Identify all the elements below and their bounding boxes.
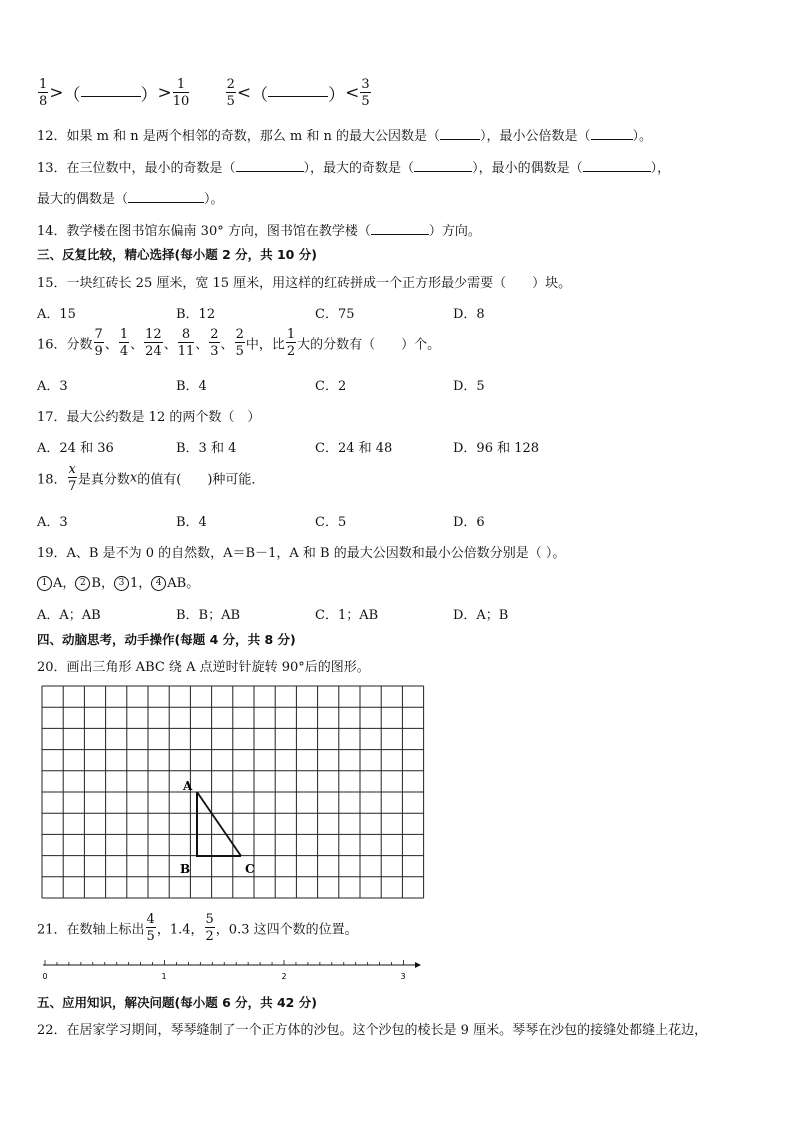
fraction: $\frac{3}{5}$ [361, 77, 370, 109]
option-d[interactable]: D．96 和 128 [453, 441, 540, 456]
option-b[interactable]: B．4 [176, 379, 207, 394]
option-c[interactable]: C．24 和 48 [315, 441, 393, 456]
option-d[interactable]: D．A；B [453, 608, 509, 623]
question-18: 18． $\frac{x}{7}$ 是真分数x的值有( )种可能． [37, 462, 265, 494]
option-d[interactable]: D．8 [453, 307, 485, 322]
option-a[interactable]: A．A；AB [37, 608, 101, 623]
question-17: 17．最大公约数是 12 的两个数（ ） [37, 410, 261, 425]
label-c: C [245, 862, 255, 876]
fraction: $\frac{5}{2}$ [205, 912, 214, 944]
option-a[interactable]: A．15 [37, 307, 76, 322]
question-20: 20．画出三角形 ABC 绕 A 点逆时针旋转 90°后的图形。 [37, 660, 370, 675]
fraction: $\frac{1}{10}$ [172, 77, 190, 109]
option-d[interactable]: D．6 [453, 515, 485, 530]
question-13: 13．在三位数中，最小的奇数是（ ），最大的奇数是（ ），最小的偶数是（ ）， [37, 161, 671, 176]
option-c[interactable]: C．1；AB [315, 608, 379, 623]
question-16: 16．分数 $\frac{7}{9}$ 、 $\frac{1}{4}$ 、 $\frac{12}{24}$ 、 $\frac{8}{11}$ 、 $\frac{2}{3}$ 、 $\frac{2}{5}$ 中，比 $\frac{1}{2}$ 大的分数有（ ）个。 [37, 327, 441, 359]
circled-number: 1 [37, 576, 52, 591]
fraction: $\frac{2}{3}$ [210, 327, 219, 359]
tick-label-2: 2 [281, 972, 287, 981]
fraction: $\frac{x}{7}$ [68, 462, 77, 494]
option-d[interactable]: D．5 [453, 379, 485, 394]
fraction: $\frac{12}{24}$ [145, 327, 162, 359]
option-b[interactable]: B．4 [176, 515, 207, 530]
section-heading: 五、应用知识，解决问题(每小题 6 分，共 42 分) [37, 995, 317, 1010]
fraction: $\frac{4}{5}$ [146, 912, 155, 944]
question-22: 22．在居家学习期间，琴琴缝制了一个正方体的沙包。这个沙包的棱长是 9 厘米。琴琴在沙包的接缝处都缝上花边， [37, 1023, 708, 1038]
label-a: A [183, 779, 193, 793]
section-heading: 三、反复比较，精心选择(每小题 2 分，共 10 分) [37, 247, 317, 262]
circled-number: 4 [151, 576, 166, 591]
question-13-line2: 最大的偶数是（ ）。 [37, 192, 224, 207]
option-c[interactable]: C．2 [315, 379, 347, 394]
q11-line: $\frac{1}{8}$ >（ ）> $\frac{1}{10}$ $\frac{2}{5}$ <（ ）< $\frac{3}{5}$ [39, 77, 370, 109]
option-c[interactable]: C．5 [315, 515, 347, 530]
option-b[interactable]: B．B；AB [176, 608, 241, 623]
question-21: 21．在数轴上标出 $\frac{4}{5}$ ，1.4， $\frac{5}{2}$ ，0.3 这四个数的位置。 [37, 912, 358, 944]
tick-label-3: 3 [400, 972, 406, 981]
section-heading: 四、动脑思考，动手操作(每题 4 分，共 8 分) [37, 632, 296, 647]
option-b[interactable]: B．3 和 4 [176, 441, 237, 456]
tick-label-0: 0 [42, 972, 48, 981]
q19-choices: 1 A， 2 B， 3 1， 4 AB。 [37, 572, 199, 591]
option-a[interactable]: A．24 和 36 [37, 441, 114, 456]
fraction: $\frac{1}{8}$ [39, 77, 48, 109]
circled-number: 3 [114, 576, 129, 591]
question-14: 14．教学楼在图书馆东偏南 30° 方向，图书馆在教学楼（ ）方向。 [37, 224, 481, 239]
option-a[interactable]: A．3 [37, 515, 68, 530]
option-c[interactable]: C．75 [315, 307, 355, 322]
question-19: 19．A、B 是不为 0 的自然数，A＝B－1，A 和 B 的最大公因数和最小公倍数分别是（ ）。 [37, 546, 566, 561]
fraction: $\frac{8}{11}$ [177, 327, 195, 359]
fraction: $\frac{7}{9}$ [94, 327, 103, 359]
tick-label-1: 1 [161, 972, 167, 981]
circled-number: 2 [75, 576, 90, 591]
fraction: $\frac{1}{4}$ [119, 327, 129, 359]
option-b[interactable]: B．12 [176, 307, 216, 322]
option-a[interactable]: A．3 [37, 379, 68, 394]
arrow-right-icon [415, 962, 421, 968]
question-12: 12．如果 m 和 n 是两个相邻的奇数，那么 m 和 n 的最大公因数是（ ），最小公倍数是（ ）。 [37, 129, 653, 144]
label-b: B [180, 862, 191, 876]
fraction: $\frac{2}{5}$ [235, 327, 244, 359]
fraction: $\frac{2}{5}$ [226, 77, 235, 109]
fraction: $\frac{1}{2}$ [286, 327, 296, 359]
question-15: 15．一块红砖长 25 厘米，宽 15 厘米，用这样的红砖拼成一个正方形最少需要（ ）块。 [37, 276, 572, 291]
